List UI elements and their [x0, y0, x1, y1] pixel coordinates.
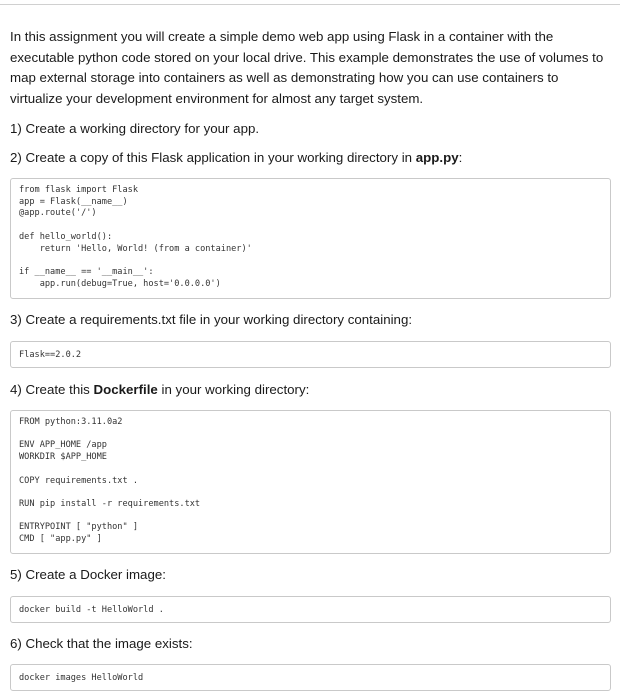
top-divider [0, 4, 620, 5]
step-3-text: 3) Create a requirements.txt file in your working directory containing: [10, 312, 413, 327]
app-py-code-block[interactable] [10, 178, 611, 299]
dockerfile-code-block[interactable] [10, 410, 611, 554]
step-6-text: 6) Check that the image exists: [10, 636, 193, 651]
step-2-text: 2) Create a copy of this Flask application in your working directory in app.py: [10, 150, 463, 165]
docker-images-code-block[interactable] [10, 664, 611, 691]
app-py-code[interactable]: from flask import Flask app = Flask(__name__) @app.route('/') def hello_world(): return 'Hello, World! (from a container)' if __name__ == '__main__': app.run(debug=True, host='0.0.0.0') [19, 185, 252, 289]
dockerfile-filename: Dockerfile [93, 382, 158, 397]
docker-build-code-block[interactable] [10, 596, 611, 623]
docker-images-code[interactable]: docker images HelloWorld [19, 673, 144, 683]
docker-build-code[interactable]: docker build -t HelloWorld . [19, 605, 164, 615]
step-5-text: 5) Create a Docker image: [10, 567, 166, 582]
app-py-filename: app.py [415, 150, 459, 165]
assignment-content [10, 27, 611, 691]
requirements-code[interactable]: Flask==2.0.2 [19, 350, 82, 360]
step-4-text: 4) Create this Dockerfile in your working directory: [10, 382, 310, 397]
dockerfile-code[interactable]: FROM python:3.11.0a2 ENV APP_HOME /app WORKDIR $APP_HOME COPY requirements.txt . RUN pip install -r requirements.txt ENTRYPOINT [ "python" ] CMD [ "app.py" ] [19, 417, 201, 545]
intro-paragraph: In this assignment you will create a simple demo web app using Flask in a container with the executable python code stored on your local drive. This example demonstrates the use of volumes to map external storage into containers as well as demonstrating how you can use containers to virtualize your development environment for almost any target system. [10, 29, 604, 106]
requirements-code-block[interactable] [10, 341, 611, 368]
step-1-text: 1) Create a working directory for your app. [10, 121, 260, 136]
